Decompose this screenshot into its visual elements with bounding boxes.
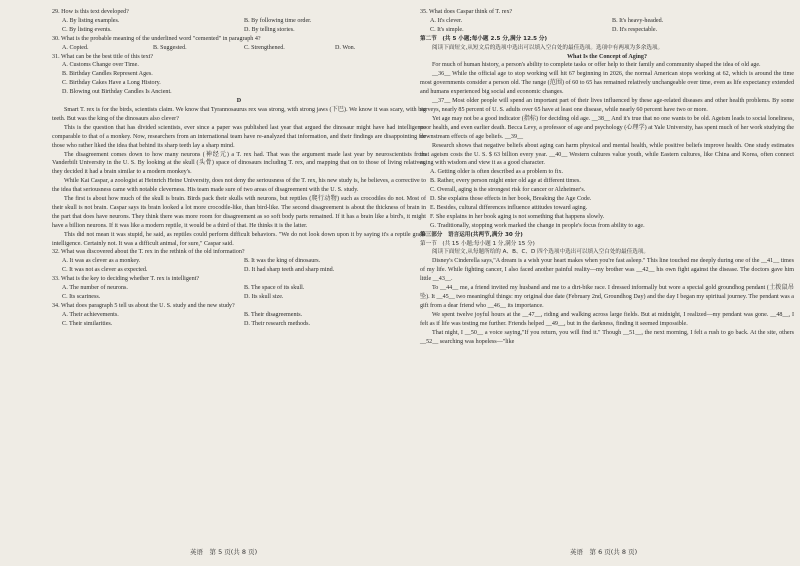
passage-paragraph: The first is about how much of the skull is brain. Birds pack their skulls with neurons, but reptiles (爬行动物) such as crocodiles do not. Most of their skull is not brain. Caspar says its brain looked a lot more crocodile-like, than bird-like. The second disagreement is about the thickness of brain in the part that does have neurons. They think there was more room for disagreement as so soft body parts remained. If it has a brain like a bird's, it might have a billion neurons. If it was like a modern reptile, it would be a third of that. He thinks it is the latter. xyxy=(52,196,426,229)
q33-option-c[interactable]: C. Its scariness. xyxy=(62,294,101,300)
part3-heading: 第三部分 语言运用(共两节,满分 30 分) xyxy=(420,231,523,238)
passage-paragraph: __37__ Most older people will spend an important part of their lives influenced by these age-related diseases and other health problems. By some surveys, nearly 85 percent of U. S. adults over 65 have at least one disease, while nearly 60 percent have two or more. xyxy=(420,98,794,113)
q35-option-c[interactable]: C. It's simple. xyxy=(430,26,464,33)
q32-option-b[interactable]: B. It was the king of dinosaurs. xyxy=(244,258,321,265)
q31-stem: 31. What can be the best title of this text? xyxy=(52,53,154,60)
q31-option-a[interactable]: A. Customs Change over Time. xyxy=(62,62,139,69)
q35-option-a[interactable]: A. It's clever. xyxy=(430,17,463,24)
q29-stem: 29. How is this text developed? xyxy=(52,9,129,15)
q30-option-c[interactable]: C. Strengthened. xyxy=(244,44,285,51)
cloze-paragraph: We spent twelve joyful hours at the __47__, riding and walking across large fields. But at midnight, I realized—my pendant was gone. __48__, I felt as if life was testing me further. Friends helped __49__, but in the darkness, finding it seemed impossible. xyxy=(420,311,794,327)
q31-option-d[interactable]: D. Blowing out Birthday Candles Is Ancient. xyxy=(62,89,172,96)
passage-paragraph: This is the question that has divided scientists, ever since a paper was published last year that argued the dinosaur might have had intelligence comparable to that of a monkey. Now, researchers from an international team have re-analyzed that information, and their findings are disappointing for those who rather liked the idea that behind its sharp teeth lay a sharp mind. xyxy=(52,124,426,149)
q30-option-a[interactable]: A. Copied. xyxy=(62,44,89,51)
part3-instructions: 阅读下面短文,从每题所给的 A、B、C、D 四个选项中选出可以填入空白处的最佳选项。 xyxy=(432,249,649,256)
q30-stem: 30. What is the probable meaning of the underlined word "cemented" in paragraph 4? xyxy=(52,35,261,42)
q32-options xyxy=(52,257,426,275)
gap-option-g[interactable]: G. Traditionally, stopping work marked the change in people's focus from ability to age. xyxy=(430,222,645,229)
passage-paragraph: While Kai Caspar, a zoologist at Heinrich Heine University, does not deny the seriousness of the T. rex, his new study is, he believes, a corrective to the idea that seriousness came with notable cleverness. His team made sure of two areas of disagreement with the U. S. study. xyxy=(52,178,426,194)
right-column xyxy=(420,8,794,346)
q33-option-d[interactable]: D. Its skull size. xyxy=(244,294,284,300)
q29-option-c[interactable]: C. By listing events. xyxy=(62,26,112,33)
passage-paragraph: Research shows that negative beliefs about aging can harm physical and mental health, while positive beliefs improve health. One study estimates that ageism costs the U. S. $ 63 billion every year. __40__ Western cultures value youth, while Eastern cultures, like China and Korea, often connect aging with wisdom and view it as a good character. xyxy=(420,142,794,167)
passage-title: What Is the Concept of Aging? xyxy=(566,53,648,60)
q31-option-c[interactable]: C. Birthday Cakes Have a Long History. xyxy=(62,80,161,87)
q33-option-b[interactable]: B. The space of its skull. xyxy=(244,285,305,292)
q34-option-b[interactable]: B. Their disagreements. xyxy=(244,311,303,318)
gap-fill-options xyxy=(420,168,794,230)
q33-option-a[interactable]: A. The number of neurons. xyxy=(62,285,128,292)
q32-option-c[interactable]: C. It was not as clever as expected. xyxy=(62,267,148,274)
passage-paragraph: For much of human history, a person's ability to complete tasks or offer help to their family and community shaped the idea of old age. xyxy=(432,62,761,69)
q34-option-c[interactable]: C. Their similarities. xyxy=(62,320,113,327)
gap-option-a[interactable]: A. Getting older is often described as a problem to fix. xyxy=(430,169,564,176)
q35-options xyxy=(420,17,794,35)
gap-option-b[interactable]: B. Rather, every person might enter old age at different times. xyxy=(430,178,581,185)
q29-option-d[interactable]: D. By telling stories. xyxy=(244,26,295,33)
cloze-paragraph: Disney's Cinderella says,"A dream is a wish your heart makes when you're fast asleep." This line touched me deeply during one of the __41__ times of my life. While fighting cancer, I also faced another painful reality—my brother was __42__ his own fight against the disease. The doctors gave him little __43__. xyxy=(420,258,794,283)
passage-paragraph: Smart T. rex is for the birds, scientists claim. We know that Tyrannosaurus rex was strong, with strong jaws (下巴). We know it was scary, with big teeth. But was the king of the dinosaurs also clever? xyxy=(52,106,426,122)
q35-option-d[interactable]: D. It's respectable. xyxy=(612,26,658,33)
passage-paragraph: __36__ While the official age to stop working will hit 67 beginning in 2026, the normal American stops working at 62, which is around the time most governments consider a person old. The range (范围) of 60 to 65 has remained relatively unchangeable over time, even as life expectancy extended and humans experienced big social and economic changes. xyxy=(420,71,794,96)
part3-subheading: 第一节 (共 15 小题;每小题 1 分,满分 15 分) xyxy=(420,240,535,247)
cloze-paragraph: That night, I __50__ a voice saying,"If you return, you will find it." Though __51__, the next morning, I felt a rush to go back. At the site, others __52__ searching was hopeless—"like xyxy=(420,329,794,345)
section2-instructions: 阅读下面短文,从短文后的选项中选出可以填入空白处的最佳选项。选项中有两项为多余选项。 xyxy=(432,44,664,51)
q29-options xyxy=(52,17,426,35)
page-footer-right: 英语 第 6 页(共 8 页) xyxy=(570,548,638,556)
gap-option-e[interactable]: E. Besides, cultural differences influence attitudes toward aging. xyxy=(430,204,588,211)
q32-option-a[interactable]: A. It was as clever as a monkey. xyxy=(62,258,141,265)
section2-heading: 第二节 (共 5 小题;每小题 2.5 分,满分 12.5 分) xyxy=(420,35,548,42)
page-footer-left: 英语 第 5 页(共 8 页) xyxy=(190,548,258,556)
q34-stem: 34. What does paragraph 5 tell us about the U. S. study and the new study? xyxy=(52,302,235,309)
q34-options xyxy=(52,311,426,329)
q29-option-a[interactable]: A. By listing examples. xyxy=(62,17,120,24)
q30-option-b[interactable]: B. Suggested. xyxy=(153,44,187,51)
q34-option-a[interactable]: A. Their achievements. xyxy=(62,311,119,318)
cloze-paragraph: To __44__ me, a friend invited my husband and me to a dirt-bike race. I dressed informally but wore a special gold groundhog pendant (土拨鼠吊坠). It __45__ two meaningful things: my original due date (February 2nd, Groundhog Day) and the day I began my spiritual journey. The pendant was a gift from a dear friend who __46__ its importance. xyxy=(420,285,794,309)
q30-options xyxy=(52,44,426,53)
section-d-heading: D xyxy=(236,98,242,105)
q29-option-b[interactable]: B. By following time order. xyxy=(244,17,312,24)
gap-option-f[interactable]: F. She explains in her book aging is not something that happens slowly. xyxy=(430,213,605,220)
q33-options xyxy=(52,284,426,302)
q33-stem: 33. What is the key to deciding whether T. rex is intelligent? xyxy=(52,276,200,283)
q34-option-d[interactable]: D. Their research methods. xyxy=(244,320,311,327)
q32-stem: 32. What was discovered about the T. rex in the rethink of the old information? xyxy=(52,249,245,256)
left-column xyxy=(52,8,426,329)
gap-option-d[interactable]: D. She explains those effects in her book, Breaking the Age Code. xyxy=(430,196,592,203)
passage-paragraph: This did not mean it was stupid, he said, as reptiles could perform difficult behaviors. "We do not look down upon it by saying it's a reptile grade intelligence. Certainly not. It was a difficult animal, for sure," Caspar said. xyxy=(52,231,426,247)
q32-option-d[interactable]: D. It had sharp teeth and sharp mind. xyxy=(244,267,335,274)
gap-option-c[interactable]: C. Overall, aging is the strongest risk for cancer or Alzheimer's. xyxy=(430,187,586,194)
q31-option-b[interactable]: B. Birthday Candles Represent Ages. xyxy=(62,71,153,78)
q31-options xyxy=(52,61,426,97)
q30-option-d[interactable]: D. Won. xyxy=(335,44,356,51)
passage-paragraph: The disagreement comes down to how many neurons (神经元) a T. rex had. That was the argument made last year by neuroscientists from Vanderbilt University in the U. S. By looking at the skull (头骨) space of dinosaurs including T. rex, and mapping that on to those of living relatives, they decided it had a brain similar to a modern monkey's. xyxy=(52,151,426,176)
passage-paragraph: Yet age may not be a good indicator (指标) for deciding old age. __38__ And it's true that no one wants to be old. Ageism leads to social loneliness, poor health, and even earlier death. Becca Levy, a professor of age and psychology (心理学) at Yale University, has spent much of her work studying the downstream effects of age beliefs. __39__ xyxy=(420,115,794,140)
q35-stem: 35. What does Caspar think of T. rex? xyxy=(420,9,513,15)
q35-option-b[interactable]: B. It's heavy-headed. xyxy=(612,17,664,24)
